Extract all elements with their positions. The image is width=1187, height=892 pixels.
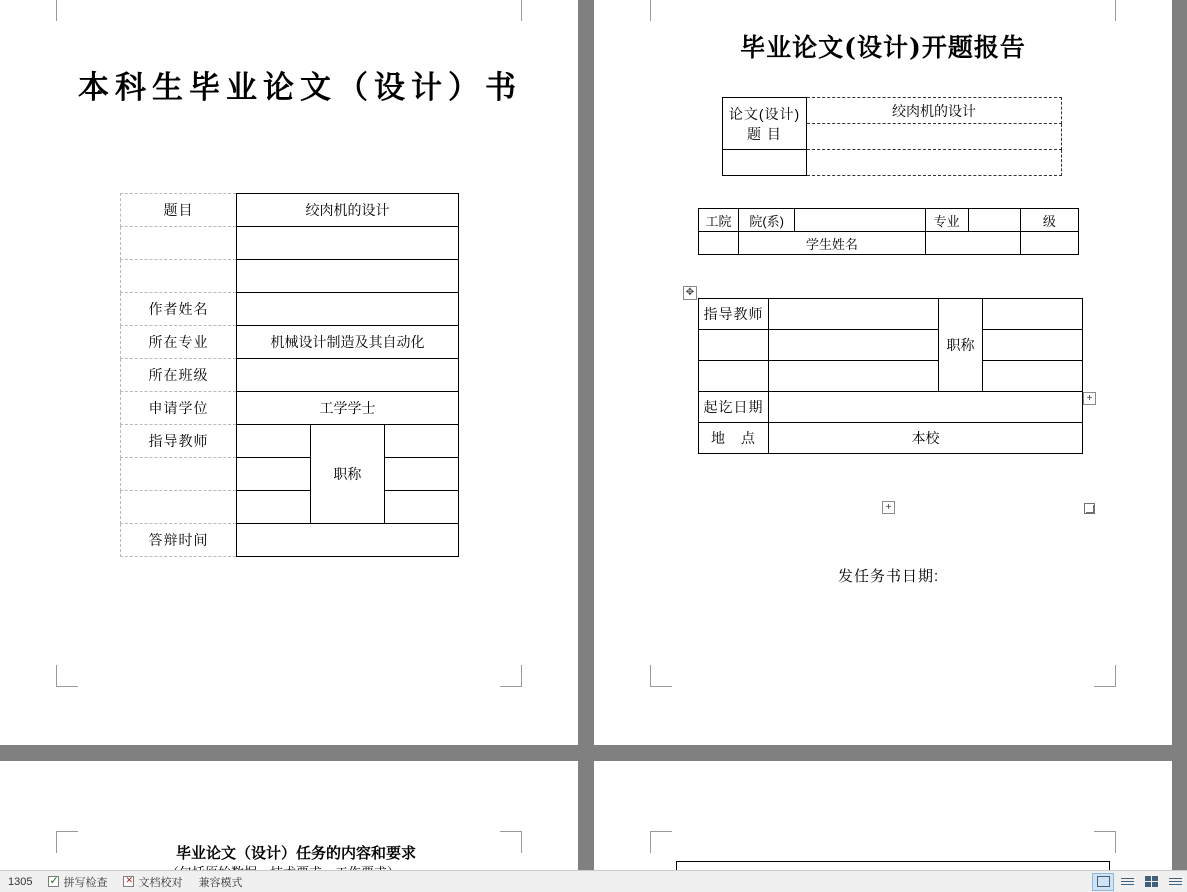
proposal-title: 毕业论文(设计)开题报告 bbox=[740, 33, 1026, 62]
cell-blank-advisor-3[interactable] bbox=[699, 361, 769, 392]
cell-label-major[interactable]: 专业 bbox=[925, 209, 968, 232]
cell-value-major[interactable] bbox=[968, 209, 1020, 232]
crop-mark bbox=[56, 831, 78, 853]
cell-label-topic-line2: 题 目 bbox=[747, 125, 782, 142]
crop-mark bbox=[500, 0, 522, 21]
cell-value-topic[interactable]: 绞肉机的设计 bbox=[807, 98, 1062, 124]
close-icon[interactable] bbox=[123, 876, 134, 887]
checkbox-icon[interactable] bbox=[48, 876, 59, 887]
cell-value-topic-line2[interactable] bbox=[807, 124, 1062, 150]
cell-value-subject[interactable]: 绞肉机的设计 bbox=[236, 194, 458, 227]
advisor-table[interactable] bbox=[698, 298, 1083, 454]
cell-topic-pad-right[interactable] bbox=[807, 150, 1062, 176]
cell-label-class[interactable]: 所在班级 bbox=[121, 359, 237, 392]
cell-value-advisor[interactable] bbox=[236, 425, 310, 458]
cell-value-advisor-2[interactable] bbox=[769, 330, 939, 361]
table-resize-handle[interactable] bbox=[1084, 503, 1095, 514]
cell-value-blank2[interactable] bbox=[236, 260, 458, 293]
word-count-value: 1305 bbox=[8, 875, 33, 888]
spellcheck-toggle[interactable] bbox=[40, 871, 115, 892]
table-row[interactable] bbox=[723, 150, 1062, 176]
view-controls bbox=[1091, 873, 1187, 891]
table-row[interactable] bbox=[121, 326, 459, 359]
cell-value-class[interactable] bbox=[236, 359, 458, 392]
spellcheck-label: 拼写检查 bbox=[63, 876, 108, 889]
table-row[interactable] bbox=[121, 260, 459, 293]
cell-value-degree[interactable]: 工学学士 bbox=[236, 392, 458, 425]
cell-value-rank3[interactable] bbox=[384, 491, 458, 524]
crop-mark bbox=[500, 831, 522, 853]
cell-value-advisor2[interactable] bbox=[236, 458, 310, 491]
doccheck-toggle[interactable] bbox=[115, 871, 190, 892]
print-layout-view-button[interactable] bbox=[1092, 873, 1114, 891]
cell-value-college[interactable] bbox=[795, 209, 925, 232]
doccheck-label: 文档校对 bbox=[138, 876, 183, 889]
compat-label: 兼容模式 bbox=[198, 876, 243, 889]
table-move-handle[interactable]: ✥ bbox=[683, 286, 697, 300]
cell-label-advisor3[interactable] bbox=[121, 491, 237, 524]
cell-blank-dept[interactable] bbox=[699, 232, 739, 255]
status-bar bbox=[0, 870, 1187, 892]
table-row[interactable] bbox=[699, 392, 1083, 423]
crop-mark bbox=[650, 0, 672, 21]
cell-value-advisor-3[interactable] bbox=[769, 361, 939, 392]
cell-label-author[interactable]: 作者姓名 bbox=[121, 293, 237, 326]
table-row[interactable] bbox=[699, 299, 1083, 330]
full-screen-icon bbox=[1121, 876, 1134, 887]
table-row[interactable] bbox=[121, 425, 459, 458]
table-row[interactable] bbox=[699, 330, 1083, 361]
crop-mark bbox=[500, 665, 522, 687]
table-row[interactable] bbox=[121, 491, 459, 524]
cell-label-advisor2[interactable] bbox=[121, 458, 237, 491]
cell-label-rank[interactable]: 职称 bbox=[310, 425, 384, 524]
table-row[interactable] bbox=[121, 392, 459, 425]
cell-label-topic[interactable] bbox=[723, 98, 807, 150]
issue-date-label: 发任务书日期: bbox=[838, 568, 940, 585]
cell-value-rank2[interactable] bbox=[384, 458, 458, 491]
cell-value-author[interactable] bbox=[236, 293, 458, 326]
table-row[interactable] bbox=[121, 524, 459, 557]
outline-icon bbox=[1169, 876, 1182, 887]
department-table[interactable] bbox=[698, 208, 1079, 255]
cell-value-defense-time[interactable] bbox=[236, 524, 458, 557]
outline-view-button[interactable] bbox=[1164, 873, 1186, 891]
cell-label-advisor[interactable]: 指导教师 bbox=[121, 425, 237, 458]
cell-value-student[interactable] bbox=[925, 232, 1020, 255]
task-section-title: 毕业论文（设计）任务的内容和要求 bbox=[176, 844, 417, 862]
crop-mark bbox=[1094, 0, 1116, 21]
print-layout-icon bbox=[1097, 876, 1110, 887]
table-row[interactable] bbox=[121, 194, 459, 227]
cell-label-degree[interactable]: 申请学位 bbox=[121, 392, 237, 425]
cell-label-blank2[interactable] bbox=[121, 260, 237, 293]
web-layout-view-button[interactable] bbox=[1140, 873, 1162, 891]
compatibility-mode-label bbox=[190, 871, 250, 892]
table-row[interactable] bbox=[699, 209, 1079, 232]
cell-value-advisor-1[interactable] bbox=[769, 299, 939, 330]
cover-info-table[interactable] bbox=[120, 193, 459, 557]
crop-mark bbox=[1094, 831, 1116, 853]
word-count[interactable] bbox=[0, 871, 40, 892]
cell-label-defense-time[interactable]: 答辩时间 bbox=[121, 524, 237, 557]
cell-label-college[interactable]: 院(系) bbox=[739, 209, 795, 232]
table-row[interactable] bbox=[699, 423, 1083, 454]
cell-value-advisor3[interactable] bbox=[236, 491, 310, 524]
cell-label-major[interactable]: 所在专业 bbox=[121, 326, 237, 359]
table-row[interactable] bbox=[723, 98, 1062, 124]
table-row[interactable] bbox=[121, 293, 459, 326]
table-row[interactable] bbox=[121, 227, 459, 260]
subject-table[interactable] bbox=[722, 97, 1062, 176]
cell-label-student[interactable]: 学生姓名 bbox=[739, 232, 925, 255]
cell-value-rank-1[interactable] bbox=[983, 299, 1083, 330]
cell-label-topic-line1: 论文(设计) bbox=[728, 105, 801, 122]
cell-label-place[interactable]: 地 点 bbox=[699, 423, 769, 454]
cell-topic-pad-left[interactable] bbox=[723, 150, 807, 176]
cell-label-date[interactable]: 起讫日期 bbox=[699, 392, 769, 423]
table-add-row-button[interactable]: + bbox=[882, 501, 895, 514]
cell-college-prefix[interactable]: 工院 bbox=[699, 209, 739, 232]
crop-mark bbox=[56, 0, 78, 21]
cell-value-rank-2[interactable] bbox=[983, 330, 1083, 361]
cell-value-place[interactable]: 本校 bbox=[769, 423, 1083, 454]
cell-value-rank-3[interactable] bbox=[983, 361, 1083, 392]
cell-value-major[interactable]: 机械设计制造及其自动化 bbox=[236, 326, 458, 359]
table-row[interactable] bbox=[121, 458, 459, 491]
cell-value-date[interactable] bbox=[769, 392, 1083, 423]
table-add-column-button[interactable]: + bbox=[1083, 392, 1096, 405]
cell-blank-advisor-2[interactable] bbox=[699, 330, 769, 361]
cell-value-blank1[interactable] bbox=[236, 227, 458, 260]
table-row[interactable] bbox=[699, 361, 1083, 392]
cell-label-grade[interactable]: 级 bbox=[1020, 209, 1078, 232]
table-row[interactable] bbox=[699, 232, 1079, 255]
crop-mark bbox=[650, 665, 672, 687]
full-screen-view-button[interactable] bbox=[1116, 873, 1138, 891]
cell-value-rank[interactable] bbox=[384, 425, 458, 458]
web-layout-icon bbox=[1145, 876, 1158, 887]
cell-label-blank1[interactable] bbox=[121, 227, 237, 260]
crop-mark bbox=[650, 831, 672, 853]
cell-label-rank[interactable]: 职称 bbox=[939, 299, 983, 392]
page-title: 本科生毕业论文（设计）书 bbox=[78, 70, 522, 106]
table-row[interactable] bbox=[121, 359, 459, 392]
cell-blank-grade[interactable] bbox=[1020, 232, 1078, 255]
cell-label-advisor[interactable]: 指导教师 bbox=[699, 299, 769, 330]
crop-mark bbox=[1094, 665, 1116, 687]
crop-mark bbox=[56, 665, 78, 687]
cell-label-subject[interactable]: 题目 bbox=[121, 194, 237, 227]
